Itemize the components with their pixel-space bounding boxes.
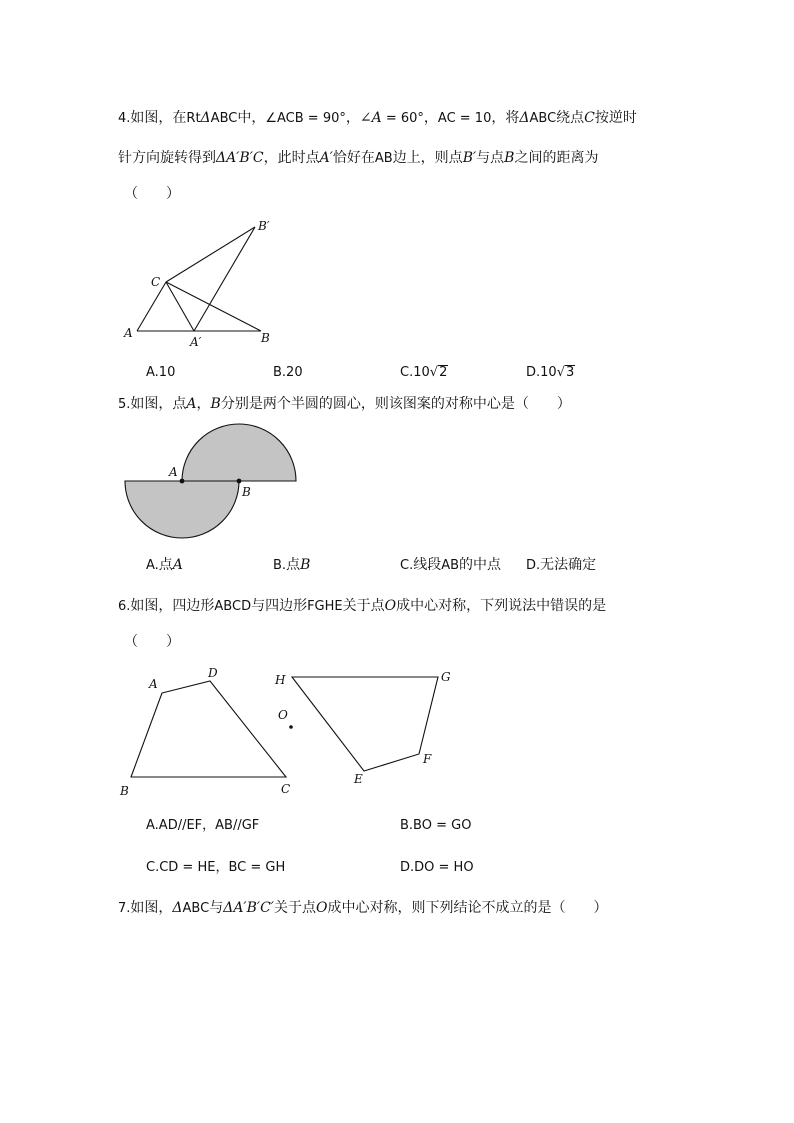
q6-label-g: G — [441, 670, 451, 684]
q4-label-a: A — [124, 326, 133, 340]
text-run: ∠ACB = 90° — [265, 111, 346, 126]
text-run: 如图，在 — [130, 110, 187, 126]
text-run: 如图， — [130, 900, 173, 916]
text-run: 点 — [158, 557, 173, 573]
text-run: Δ — [519, 110, 530, 126]
text-run: A — [186, 396, 197, 412]
q4-option-a[interactable]: A.10 — [146, 365, 176, 380]
q6-label-a: A — [149, 677, 158, 691]
text-run: O — [384, 598, 397, 614]
text-run: 边上，则点 — [392, 150, 463, 166]
text-run: AB — [374, 151, 393, 166]
text-run: Rt — [186, 111, 201, 126]
text-run: B. — [273, 558, 287, 573]
text-run: 关于点 — [342, 598, 385, 614]
text-run: D. — [526, 558, 541, 573]
sqrt-sign: √ — [556, 365, 565, 380]
text-run: 与点 — [476, 150, 505, 166]
text-run: ， — [423, 110, 438, 126]
text-run: 线段 — [413, 557, 442, 573]
q6-label-e: E — [354, 772, 363, 786]
q6-option-a[interactable]: A.AD//EF，AB//GF — [146, 818, 260, 833]
q6-option-c[interactable]: C.CD = HE，BC = GH — [146, 860, 286, 875]
text-run: B — [210, 396, 221, 412]
text-run: 按逆时 — [594, 110, 637, 126]
q6-label-o: O — [278, 708, 288, 722]
text-run: 与 — [209, 900, 224, 916]
q6-option-d[interactable]: D.DO = HO — [400, 860, 474, 875]
text-run: 之间的距离为 — [514, 150, 599, 166]
q6-answer-bracket: （ ） — [124, 634, 180, 650]
text-run: 与四边形 — [251, 598, 308, 614]
text-run: 6. — [118, 599, 131, 614]
text-run: 分别是两个半圆的圆心，则该图案的对称中心是（ ） — [220, 396, 571, 412]
text-run: 如图，点 — [130, 396, 187, 412]
text-run: 4. — [118, 111, 131, 126]
text-run: ，将 — [491, 110, 520, 126]
text-run: C — [584, 110, 595, 126]
q6-label-d: D — [208, 666, 218, 680]
text-run: A′ — [319, 150, 333, 166]
text-run: 成中心对称，下列说法中错误的是 — [396, 598, 607, 614]
text-run: ABCD — [214, 599, 252, 614]
text-run: 针方向旋转得到 — [118, 150, 216, 166]
text-run: = 60° — [381, 111, 424, 126]
text-run: ABC — [210, 111, 238, 126]
text-run: Δ — [172, 900, 183, 916]
text-run: FGHE — [307, 599, 343, 614]
q4-answer-bracket: （ ） — [124, 186, 180, 202]
text-run: 点 — [286, 557, 301, 573]
text-run: 关于点 — [273, 900, 316, 916]
q6-quad-abcd — [131, 681, 286, 777]
q4-option-d-prefix: D.10 — [526, 365, 557, 380]
q5-label-a: A — [169, 465, 178, 479]
text-run: ΔA′B′C′ — [223, 900, 274, 916]
text-run: ABC — [182, 901, 210, 916]
text-run: O — [315, 900, 328, 916]
sqrt-sign: √ — [429, 365, 439, 380]
text-run: B — [504, 150, 515, 166]
text-run: 恰好在 — [332, 150, 375, 166]
q5-label-b: B — [242, 485, 251, 499]
q6-label-b: B — [120, 784, 129, 798]
q6-point-o — [289, 725, 293, 729]
text-run: 的中点 — [459, 557, 502, 573]
text-run: 无法确定 — [540, 557, 597, 573]
text-run: 7. — [118, 901, 131, 916]
text-run: B — [300, 557, 311, 573]
text-run: ABC — [529, 111, 557, 126]
q4-option-c-prefix: C.10 — [400, 365, 430, 380]
q6-label-c: C — [281, 782, 291, 796]
q4-label-c: C — [151, 275, 161, 289]
q4-option-b[interactable]: B.20 — [273, 365, 303, 380]
text-run: ΔA′B′C — [216, 150, 264, 166]
q7-line — [118, 898, 607, 919]
text-run: 中， — [237, 110, 266, 126]
text-run: 绕点 — [556, 110, 585, 126]
text-run: AB — [441, 558, 460, 573]
q4-label-b1: B′ — [258, 219, 270, 233]
text-run: Δ — [200, 110, 211, 126]
text-run: B′ — [462, 150, 477, 166]
text-run: C. — [400, 558, 414, 573]
q6-option-b[interactable]: B.BO = GO — [400, 818, 472, 833]
text-run: ，此时点 — [263, 150, 320, 166]
text-run: ， — [345, 110, 360, 126]
q4-option-c-radicand: 2 — [439, 365, 448, 380]
text-run: A. — [146, 558, 159, 573]
text-run: 如图，四边形 — [130, 598, 215, 614]
text-run: A — [172, 557, 183, 573]
q4-label-b: B — [261, 331, 270, 345]
text-run: 成中心对称，则下列结论不成立的是（ ） — [327, 900, 608, 916]
q6-quad-hgfe — [292, 677, 438, 771]
q6-label-h: H — [275, 673, 286, 687]
q4-option-d-radicand: 3 — [565, 365, 575, 380]
text-run: AC = 10 — [437, 111, 492, 126]
text-run: ∠A — [359, 110, 382, 126]
text-run: 5. — [118, 397, 131, 412]
q6-label-f: F — [423, 752, 432, 766]
text-run: ， — [196, 396, 211, 412]
q4-label-a1: A′ — [190, 335, 202, 349]
